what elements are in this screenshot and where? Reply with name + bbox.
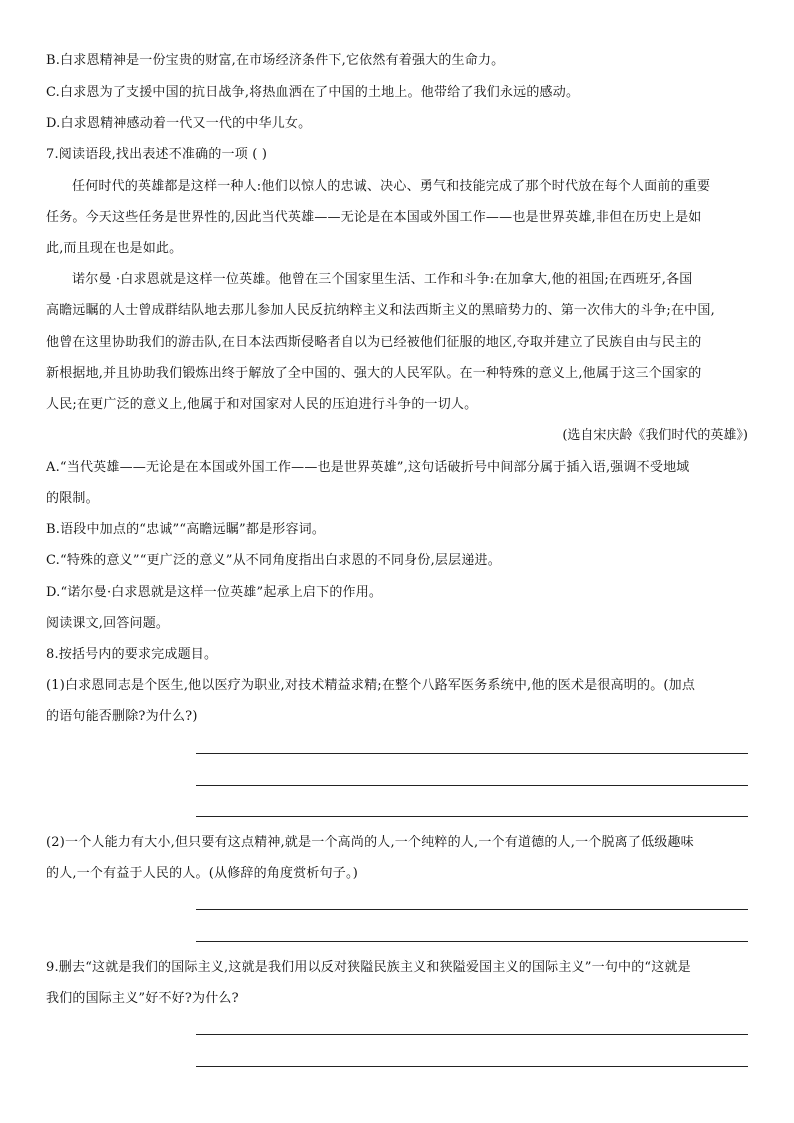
q7-passage-p2-line4: 新根据地,并且协助我们锻炼出终于解放了全中国的、强大的人民军队。在一种特殊的意义上,他属于这三个国家的 bbox=[46, 366, 702, 381]
q7-stem: 7.阅读语段,找出表述不准确的一项 ( ) bbox=[46, 147, 268, 162]
q7-option-c: C.“特殊的意义”“更广泛的意义”从不同角度指出白求恩的不同身份,层层递进。 bbox=[46, 553, 501, 568]
q7-option-d: D.“诺尔曼·白求恩就是这样一位英雄”起承上启下的作用。 bbox=[46, 585, 383, 600]
q8-stem: 8.按括号内的要求完成题目。 bbox=[46, 647, 218, 662]
q8-sub1-answer-line-1[interactable] bbox=[196, 753, 748, 754]
q8-sub1-answer-line-3[interactable] bbox=[196, 816, 748, 817]
q8-sub1-answer-line-2[interactable] bbox=[196, 785, 748, 786]
q7-passage-source: (选自宋庆龄《我们时代的英雄》) bbox=[562, 428, 748, 443]
q9-answer-line-2[interactable] bbox=[196, 1066, 748, 1067]
q8-sub2-answer-line-2[interactable] bbox=[196, 941, 748, 942]
q7-passage-p2-line3: 他曾在这里协助我们的游击队,在日本法西斯侵略者自以为已经被他们征服的地区,夺取并建立了民族自由与民主的 bbox=[46, 335, 702, 350]
q7-passage-p2-line5: 人民;在更广泛的意义上,他属于和对国家对人民的压迫进行斗争的一切人。 bbox=[46, 397, 478, 412]
q6-option-b: B.白求恩精神是一份宝贵的财富,在市场经济条件下,它依然有着强大的生命力。 bbox=[46, 53, 505, 68]
q7-passage-p1-line3: 此,而且现在也是如此。 bbox=[46, 241, 183, 256]
q7-option-b: B.语段中加点的“忠诚”“高瞻远瞩”都是形容词。 bbox=[46, 522, 326, 537]
q8-sub2-line2: 的人,一个有益于人民的人。(从修辞的角度赏析句子。) bbox=[46, 866, 358, 881]
q8-sub2-line1: (2)一个人能力有大小,但只要有这点精神,就是一个高尚的人,一个纯粹的人,一个有道德的人,一个脱离了低级趣味 bbox=[46, 835, 694, 850]
q8-sub1-line1: (1)白求恩同志是个医生,他以医疗为职业,对技术精益求精;在整个八路军医务系统中,他的医术是很高明的。(加点 bbox=[46, 678, 696, 693]
q9-line2: 我们的国际主义”好不好?为什么? bbox=[46, 991, 239, 1006]
q9-line1: 9.删去“这就是我们的国际主义,这就是我们用以反对狭隘民族主义和狭隘爱国主义的国际主义”一句中的“这就是 bbox=[46, 960, 691, 975]
q6-option-d: D.白求恩精神感动着一代又一代的中华儿女。 bbox=[46, 116, 312, 131]
q6-option-c: C.白求恩为了支援中国的抗日战争,将热血洒在了中国的土地上。他带给了我们永远的感动。 bbox=[46, 85, 580, 100]
q8-sub1-line2: 的语句能否删除?为什么?) bbox=[46, 709, 198, 724]
q7-passage-p2-line2: 高瞻远瞩的人士曾成群结队地去那儿参加人民反抗纳粹主义和法西斯主义的黑暗势力的、第一次伟大的斗争;在中国, bbox=[46, 303, 715, 318]
q7-option-a-line1: A.“当代英雄——无论是在本国或外国工作——也是世界英雄”,这句话破折号中间部分属于插入语,强调不受地域 bbox=[46, 460, 690, 475]
reading-prompt: 阅读课文,回答问题。 bbox=[46, 616, 170, 631]
q7-passage-p1-line2: 任务。今天这些任务是世界性的,因此当代英雄——无论是在本国或外国工作——也是世界英雄,非但在历史上是如 bbox=[46, 210, 702, 225]
q7-passage-p2-line1: 诺尔曼 ·白求恩就是这样一位英雄。他曾在三个国家里生活、工作和斗争:在加拿大,他的祖国;在西班牙,各国 bbox=[72, 272, 693, 287]
q7-passage-p1-line1: 任何时代的英雄都是这样一种人:他们以惊人的忠诚、决心、勇气和技能完成了那个时代放在每个人面前的重要 bbox=[72, 179, 711, 194]
q8-sub2-answer-line-1[interactable] bbox=[196, 909, 748, 910]
q9-answer-line-1[interactable] bbox=[196, 1034, 748, 1035]
q7-option-a-line2: 的限制。 bbox=[46, 491, 99, 506]
